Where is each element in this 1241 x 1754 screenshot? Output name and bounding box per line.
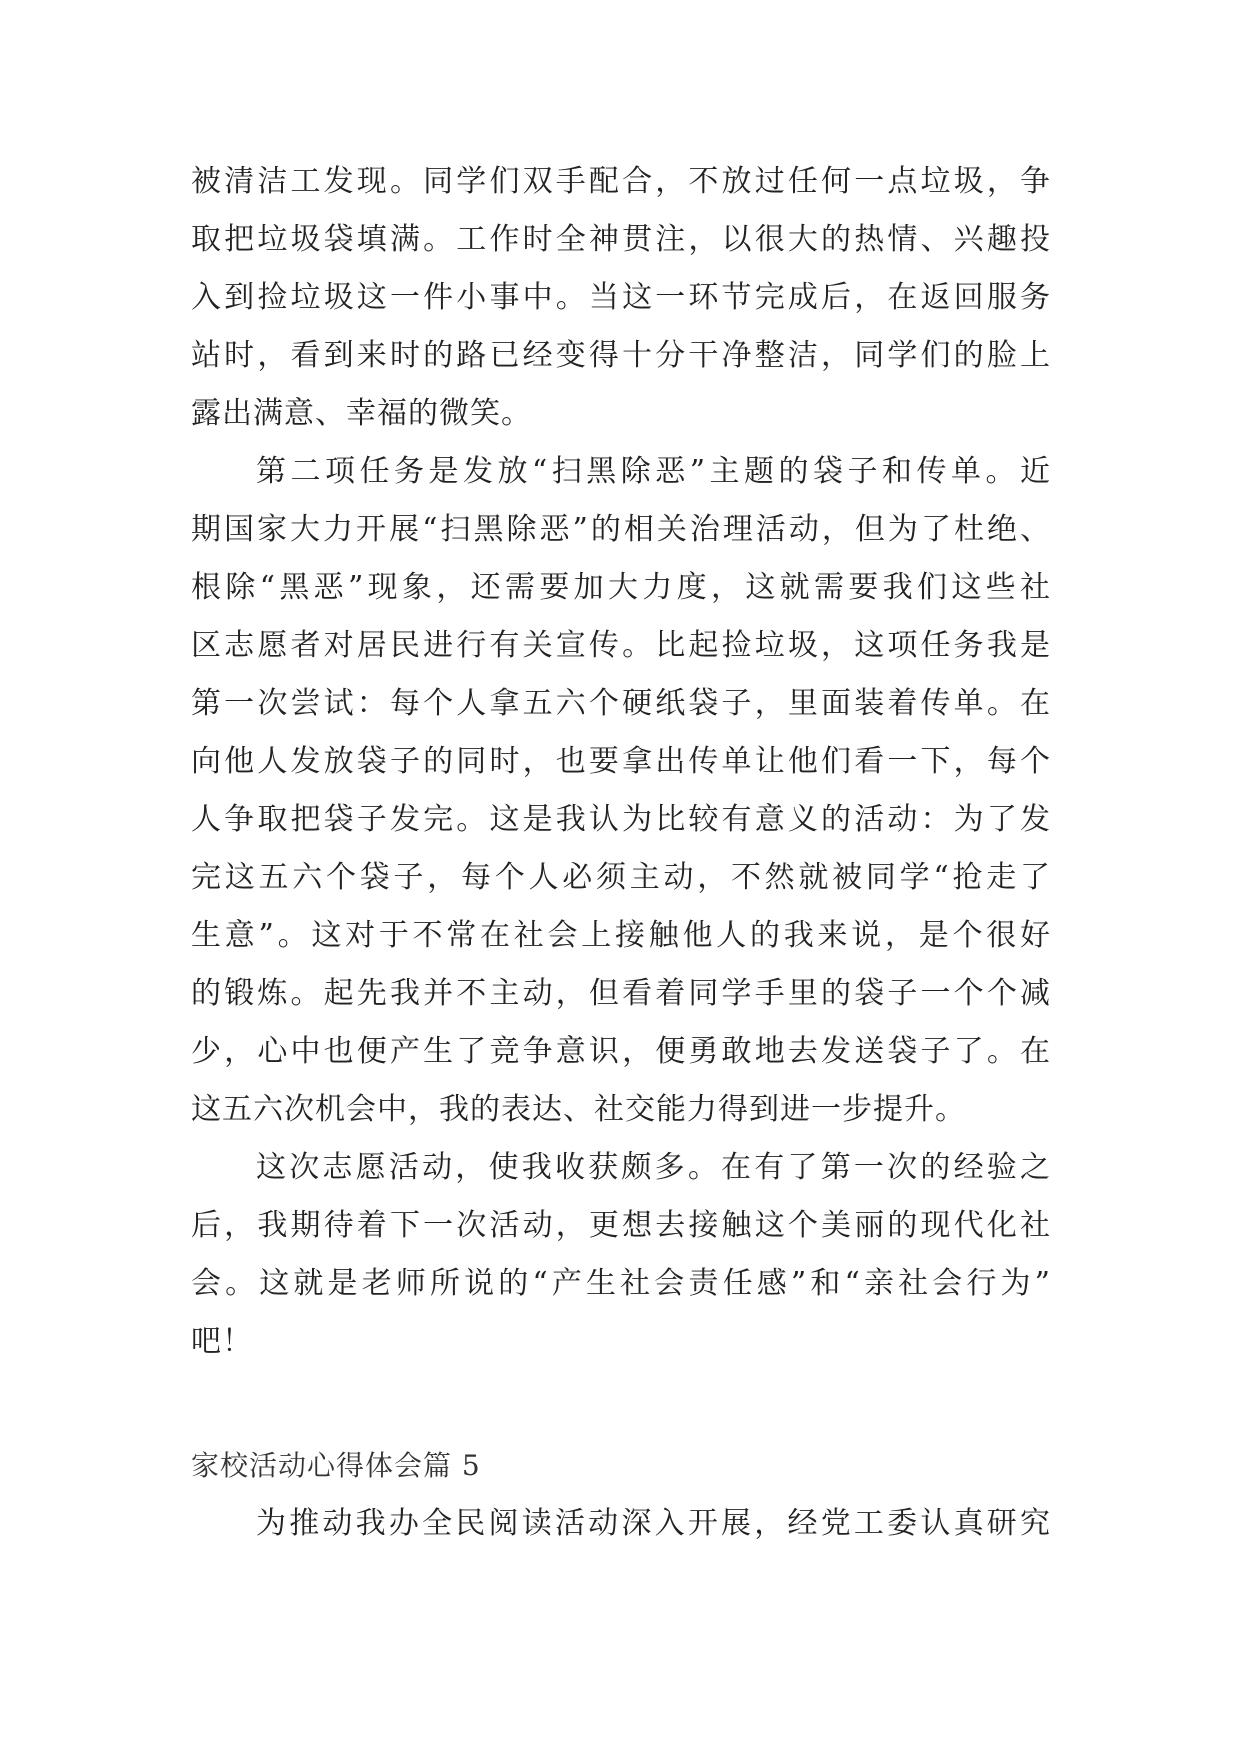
paragraph-1-line-5: 露出满意、幸福的微笑。 (191, 396, 532, 431)
paragraph-2-line-11: 少，心中也便产生了竞争意识，便勇敢地去发送袋子了。在 (191, 1034, 1051, 1069)
paragraph-3-line-4: 吧！ (191, 1324, 253, 1359)
paragraph-1-line-2: 取把垃圾袋填满。工作时全神贯注，以很大的热情、兴趣投 (191, 222, 1051, 257)
paragraph-3-line-3: 会。这就是老师所说的“产生社会责任感”和“亲社会行为” (191, 1266, 1051, 1301)
paragraph-1-line-1: 被清洁工发现。同学们双手配合，不放过任何一点垃圾，争 (191, 164, 1051, 199)
paragraph-3-line-2: 后，我期待着下一次活动，更想去接触这个美丽的现代化社 (191, 1208, 1051, 1243)
section-heading: 家校活动心得体会篇 5 (191, 1449, 481, 1482)
paragraph-2-line-12: 这五六次机会中，我的表达、社交能力得到进一步提升。 (191, 1092, 966, 1127)
paragraph-2-line-10: 的锻炼。起先我并不主动，但看着同学手里的袋子一个个减 (191, 976, 1051, 1011)
paragraph-1-line-4: 站时，看到来时的路已经变得十分干净整洁，同学们的脸上 (191, 338, 1051, 373)
paragraph-2-line-3: 根除“黑恶”现象，还需要加大力度，这就需要我们这些社 (191, 570, 1051, 605)
paragraph-2-line-8: 完这五六个袋子，每个人必须主动，不然就被同学“抢走了 (191, 860, 1051, 895)
paragraph-2-line-6: 向他人发放袋子的同时，也要拿出传单让他们看一下，每个 (191, 744, 1051, 779)
paragraph-2-line-1: 第二项任务是发放“扫黑除恶”主题的袋子和传单。近 (256, 454, 1051, 489)
paragraph-2-line-9: 生意”。这对于不常在社会上接触他人的我来说，是个很好 (191, 918, 1051, 953)
paragraph-1-line-3: 入到捡垃圾这一件小事中。当这一环节完成后，在返回服务 (191, 280, 1051, 315)
final-paragraph-line-1: 为推动我办全民阅读活动深入开展，经党工委认真研究 (256, 1506, 1051, 1541)
paragraph-2-line-4: 区志愿者对居民进行有关宣传。比起捡垃圾，这项任务我是 (191, 628, 1051, 663)
paragraph-2-line-7: 人争取把袋子发完。这是我认为比较有意义的活动：为了发 (191, 802, 1051, 837)
paragraph-2-line-2: 期国家大力开展“扫黑除恶”的相关治理活动，但为了杜绝、 (191, 512, 1051, 547)
paragraph-3-line-1: 这次志愿活动，使我收获颇多。在有了第一次的经验之 (256, 1150, 1051, 1185)
paragraph-2-line-5: 第一次尝试：每个人拿五六个硬纸袋子，里面装着传单。在 (191, 686, 1051, 721)
